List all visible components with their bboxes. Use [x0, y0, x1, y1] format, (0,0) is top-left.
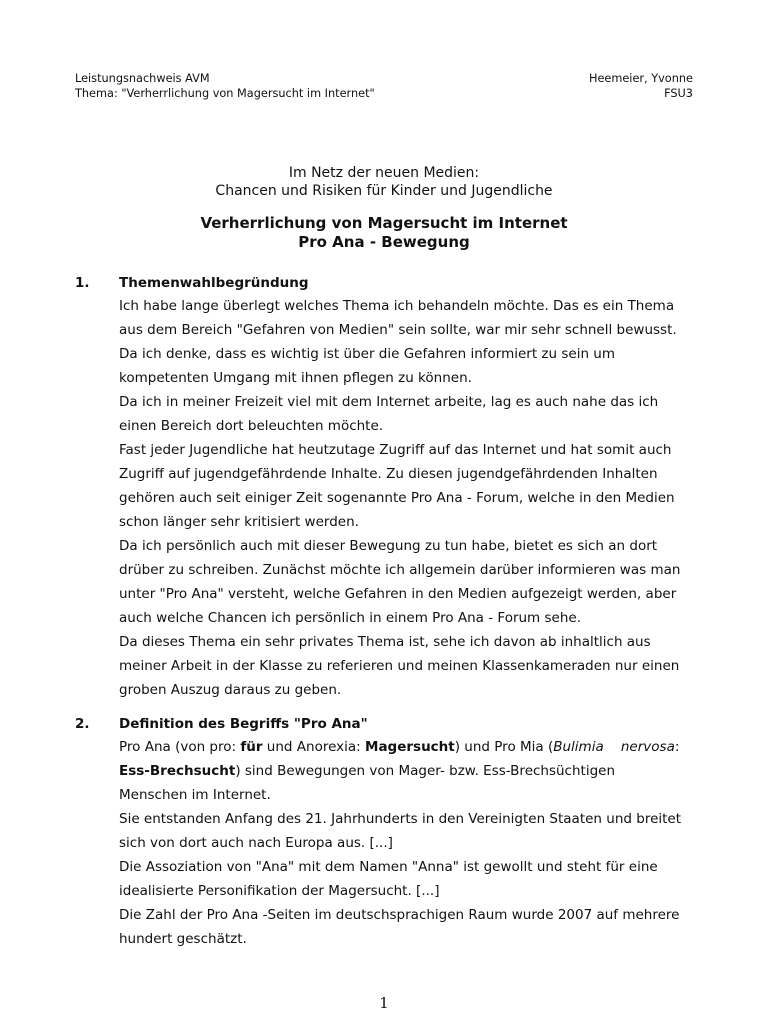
header-right	[589, 72, 693, 101]
text-line: Die Zahl der Pro Ana -Seiten im deutschsprachigen Raum wurde 2007 auf mehrere	[119, 907, 680, 923]
definition-line-2	[119, 759, 719, 783]
section-2-heading: Definition des Begriffs "Pro Ana"	[119, 716, 368, 732]
text-line: idealisierte Personifikation der Magersucht. [...]	[119, 883, 440, 899]
section-1-text	[119, 294, 719, 702]
text-line: schon länger sehr kritisiert werden.	[119, 514, 359, 530]
text-line: Sie entstanden Anfang des 21. Jahrhunderts in den Vereinigten Staaten und breitet	[119, 811, 682, 827]
header-author: Heemeier, Yvonne	[588, 72, 693, 85]
term-magersucht: Magersucht	[365, 739, 455, 755]
text-line: hundert geschätzt.	[119, 931, 247, 947]
subtitle-line-2: Chancen und Risiken für Kinder und Jugendliche	[215, 183, 553, 199]
text-line: auch welche Chancen ich persönlich in einem Pro Ana - Forum sehe.	[119, 610, 581, 626]
header-topic: Thema: "Verherrlichung von Magersucht im Internet"	[75, 86, 375, 100]
document-title	[0, 214, 768, 252]
page-number: 1	[379, 994, 389, 1012]
title-line-2: Pro Ana - Bewegung	[298, 233, 470, 251]
text-line: Die Assoziation von "Ana" mit dem Namen "Anna" ist gewollt und steht für eine	[119, 859, 658, 875]
text-line: einen Bereich dort beleuchten möchte.	[119, 418, 384, 434]
section-1-number: 1.	[75, 275, 90, 291]
text-line: aus dem Bereich "Gefahren von Medien" sein sollte, war mir sehr schnell bewusst.	[119, 322, 677, 338]
text-line: kompetenten Umgang mit ihnen pflegen zu können.	[119, 370, 472, 386]
text-line: Da ich in meiner Freizeit viel mit dem Internet arbeite, lag es auch nahe das ich	[119, 394, 659, 410]
text-line: Fast jeder Jugendliche hat heutzutage Zugriff auf das Internet und hat somit auch	[119, 442, 672, 458]
definition-line	[119, 735, 719, 759]
term-ess-brechsucht: Ess-Brechsucht	[119, 763, 236, 779]
text-line: drüber zu schreiben. Zunächst möchte ich allgemein darüber informieren was man	[119, 562, 681, 578]
text-line: Menschen im Internet.	[119, 787, 271, 803]
text-run: ) und Pro Mia (	[454, 739, 554, 755]
section-2-number: 2.	[75, 716, 90, 732]
text-run: :	[674, 739, 680, 755]
text-line: sich von dort auch nach Europa aus. [...]	[119, 835, 393, 851]
text-line: Zugriff auf jugendgefährdende Inhalte. Zu diesen jugendgefährdenden Inhalten	[119, 466, 658, 482]
header-class: FSU3	[664, 86, 693, 100]
term-bulimia-nervosa: Bulimia nervosa	[553, 739, 675, 755]
text-run: Pro Ana (von pro:	[119, 739, 241, 755]
document-subtitle	[0, 164, 768, 200]
header-course: Leistungsnachweis AVM	[75, 72, 210, 85]
text-line: unter "Pro Ana" versteht, welche Gefahren in den Medien aufgezeigt werden, aber	[119, 586, 677, 602]
text-run: ) sind Bewegungen von Mager- bzw. Ess-Brechsüchtigen	[235, 763, 616, 779]
text-line: gehören auch seit einiger Zeit sogenannte Pro Ana - Forum, welche in den Medien	[119, 490, 675, 506]
text-line: Da dieses Thema ein sehr privates Thema ist, sehe ich davon ab inhaltlich aus	[119, 634, 651, 650]
subtitle-line-1: Im Netz der neuen Medien:	[288, 165, 480, 181]
title-line-1: Verherrlichung von Magersucht im Internet	[200, 214, 568, 232]
text-line: Ich habe lange überlegt welches Thema ich behandeln möchte. Das es ein Thema	[119, 298, 675, 314]
term-fuer: für	[240, 739, 263, 755]
section-2-text	[119, 735, 719, 951]
section-1-heading: Themenwahlbegründung	[119, 275, 309, 291]
text-line: Da ich persönlich auch mit dieser Bewegung zu tun habe, bietet es sich an dort	[119, 538, 658, 554]
text-line: Da ich denke, dass es wichtig ist über die Gefahren informiert zu sein um	[119, 346, 616, 362]
text-run: und Anorexia:	[262, 739, 366, 755]
text-line: groben Auszug daraus zu geben.	[119, 682, 342, 698]
text-line: meiner Arbeit in der Klasse zu referieren und meinen Klassenkameraden nur einen	[119, 658, 680, 674]
header-left	[75, 72, 375, 101]
